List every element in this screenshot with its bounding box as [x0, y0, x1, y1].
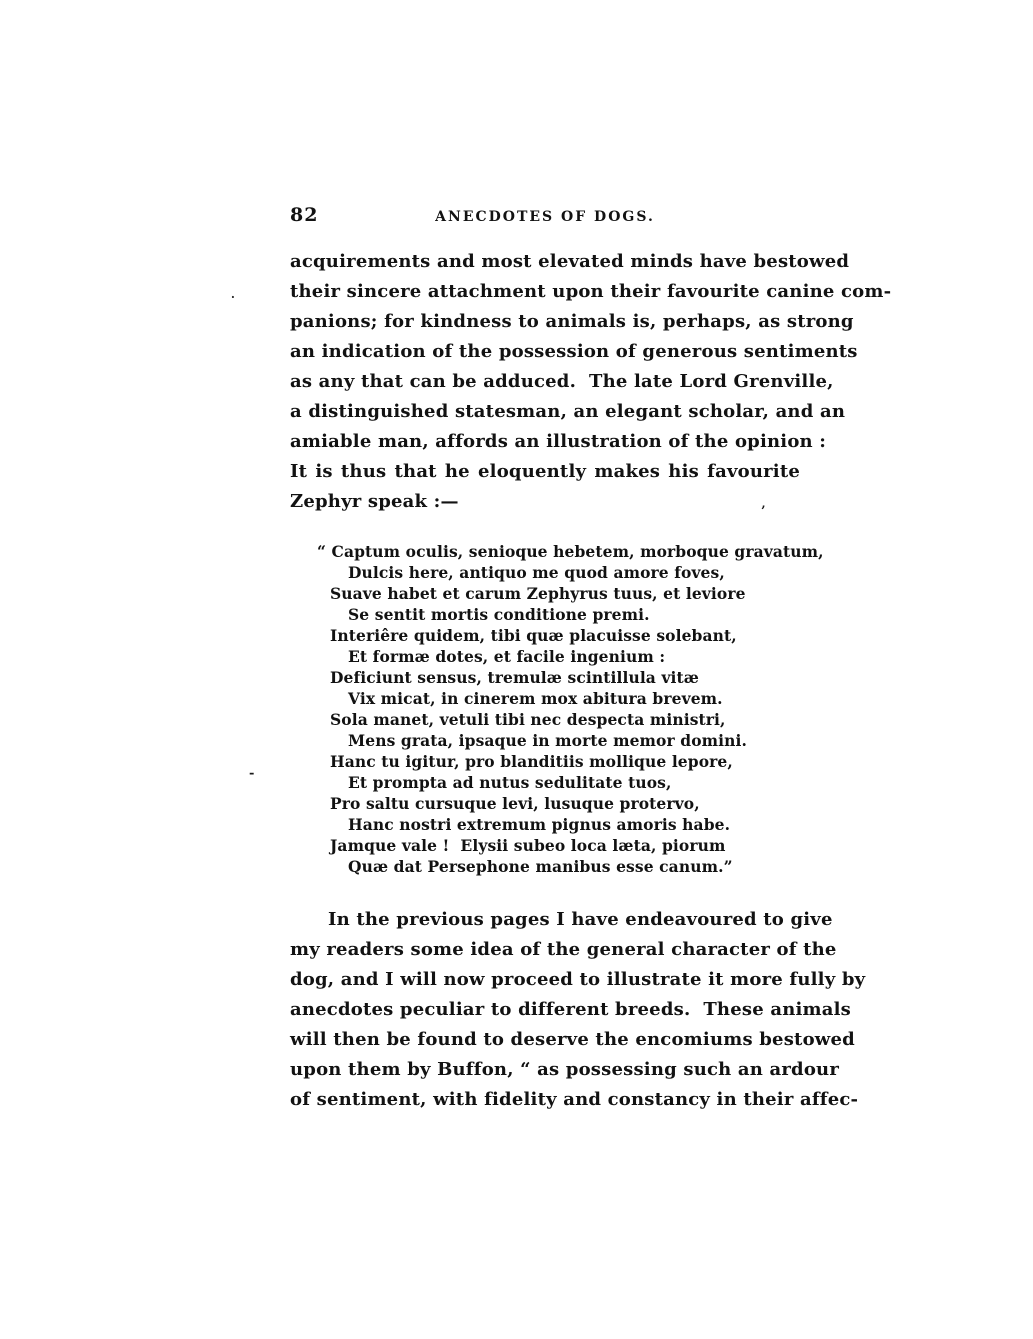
poem-line: Deficiunt sensus, tremulæ scintillula vitæ: [330, 668, 700, 687]
paragraph-1-line: a distinguished statesman, an elegant scholar, and an: [290, 401, 846, 422]
paragraph-2-line: anecdotes peculiar to different breeds. These animals: [290, 999, 851, 1020]
poem-line: Interiêre quidem, tibi quæ placuisse solebant,: [330, 626, 737, 645]
poem-line: Hanc tu igitur, pro blanditiis mollique lepore,: [330, 752, 733, 771]
poem-line: “ Captum oculis, senioque hebetem, morboque gravatum,: [317, 542, 824, 561]
paragraph-2-line: dog, and I will now proceed to illustrate it more fully by: [290, 969, 866, 990]
poem-line: Hanc nostri extremum pignus amoris habe.: [348, 815, 731, 834]
poem-line: Mens grata, ipsaque in morte memor domini.: [348, 731, 747, 750]
scan-speck: ’: [761, 504, 766, 519]
paragraph-1-line: acquirements and most elevated minds have bestowed: [290, 251, 850, 272]
page-header: [290, 204, 800, 230]
paragraph-2-line: upon them by Buffon, “ as possessing such an ardour: [290, 1059, 840, 1080]
poem-line: Et formæ dotes, et facile ingenium :: [348, 647, 666, 666]
paragraph-2-line: In the previous pages I have endeavoured to give: [328, 909, 833, 930]
latin-poem: [317, 541, 824, 877]
poem-line: Sola manet, vetuli tibi nec despecta ministri,: [330, 710, 726, 729]
paragraph-1-line: Zephyr speak :—: [290, 491, 459, 512]
paragraph-1-line: panions; for kindness to animals is, perhaps, as strong: [290, 311, 854, 332]
poem-line: Jamque vale ! Elysii subeo loca læta, piorum: [330, 836, 726, 855]
paragraph-2-line: my readers some idea of the general character of the: [290, 939, 837, 960]
poem-line: Suave habet et carum Zephyrus tuus, et leviore: [330, 584, 746, 603]
paragraph-1: [290, 247, 892, 517]
paragraph-1-line: as any that can be adduced. The late Lord Grenville,: [290, 371, 834, 392]
poem-line: Dulcis here, antiquo me quod amore foves,: [348, 563, 725, 582]
paragraph-2: [290, 905, 866, 1115]
paragraph-1-line: It is thus that he eloquently makes his favourite: [290, 461, 800, 482]
poem-line: Vix micat, in cinerem mox abitura brevem.: [348, 689, 723, 708]
paragraph-2-line: will then be found to deserve the encomiums bestowed: [290, 1029, 855, 1050]
poem-line: Et prompta ad nutus sedulitate tuos,: [348, 773, 672, 792]
paragraph-1-line: their sincere attachment upon their favourite canine com-: [290, 281, 892, 302]
poem-line: Pro saltu cursuque levi, lusuque protervo,: [330, 794, 700, 813]
poem-line: Se sentit mortis conditione premi.: [348, 605, 650, 624]
scan-speck: -: [249, 766, 255, 781]
page-number: 82: [290, 204, 319, 226]
running-title: ANECDOTES OF DOGS.: [435, 209, 655, 225]
paragraph-1-line: amiable man, affords an illustration of the opinion :: [290, 431, 827, 452]
paragraph-2-line: of sentiment, with fidelity and constancy in their affec-: [290, 1089, 859, 1110]
poem-line: Quæ dat Persephone manibus esse canum.”: [348, 857, 733, 876]
paragraph-1-line: an indication of the possession of generous sentiments: [290, 341, 858, 362]
scan-speck: .: [231, 288, 235, 301]
